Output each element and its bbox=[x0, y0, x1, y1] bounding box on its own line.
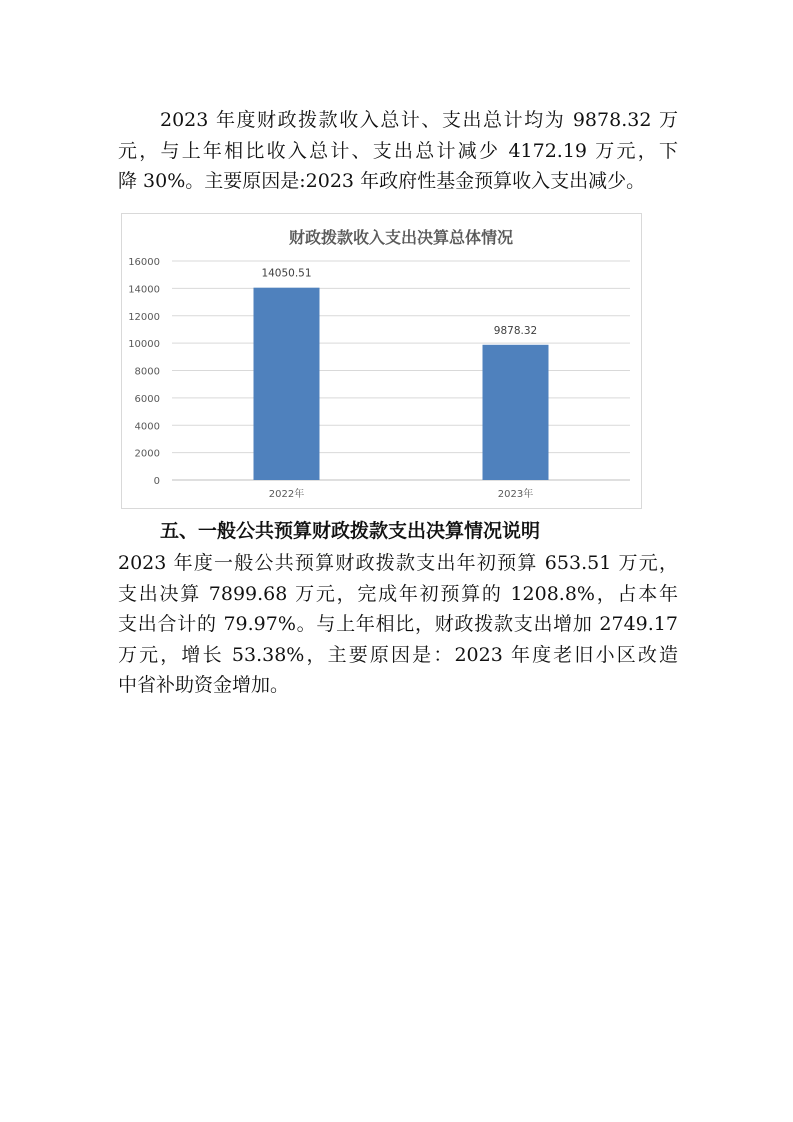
y-tick-label: 8000 bbox=[134, 366, 160, 378]
paragraph-line: 元，与上年相比收入总计、支出总计减少 4172.19 万元，下 bbox=[118, 139, 678, 162]
paragraph-line: 支出合计的 79.97%。与上年相比，财政拨款支出增加 2749.17 bbox=[118, 613, 678, 635]
paragraph-line: 2023 年度财政拨款收入总计、支出总计均为 9878.32 万 bbox=[160, 109, 678, 131]
y-tick-label: 4000 bbox=[134, 421, 160, 433]
y-tick-label: 14000 bbox=[128, 284, 160, 296]
paragraph-line: 支出决算 7899.68 万元，完成年初预算的 1208.8%，占本年 bbox=[118, 582, 678, 605]
paragraph-line: 万元，增长 53.38%，主要原因是：2023 年度老旧小区改造 bbox=[118, 643, 678, 666]
y-tick-label: 10000 bbox=[128, 339, 160, 351]
x-tick-label: 2022年 bbox=[268, 489, 305, 500]
paragraph-income-expense-summary bbox=[118, 105, 678, 197]
y-tick-label: 6000 bbox=[134, 393, 160, 405]
bar bbox=[254, 288, 320, 480]
y-tick-label: 0 bbox=[153, 476, 160, 487]
paragraph-general-budget-expense bbox=[118, 548, 678, 701]
data-label: 14050.51 bbox=[261, 267, 312, 280]
paragraph-line: 中省补助资金增加。 bbox=[118, 674, 290, 696]
y-tick-label: 16000 bbox=[128, 257, 160, 268]
paragraph-line: 2023 年度一般公共预算财政拨款支出年初预算 653.51 万元， bbox=[118, 552, 678, 574]
paragraph-line: 降 30%。主要原因是:2023 年政府性基金预算收入支出减少。 bbox=[118, 170, 646, 192]
y-tick-label: 2000 bbox=[134, 448, 160, 460]
data-label: 9878.32 bbox=[493, 324, 538, 337]
section-heading: 五、一般公共预算财政拨款支出决算情况说明 bbox=[160, 520, 541, 542]
bar bbox=[483, 345, 549, 480]
chart-canvas bbox=[122, 214, 641, 508]
bar-chart bbox=[121, 213, 642, 509]
y-tick-label: 12000 bbox=[128, 311, 160, 323]
x-tick-label: 2023年 bbox=[497, 489, 534, 500]
chart-title: 财政拨款收入支出决算总体情况 bbox=[288, 228, 514, 247]
